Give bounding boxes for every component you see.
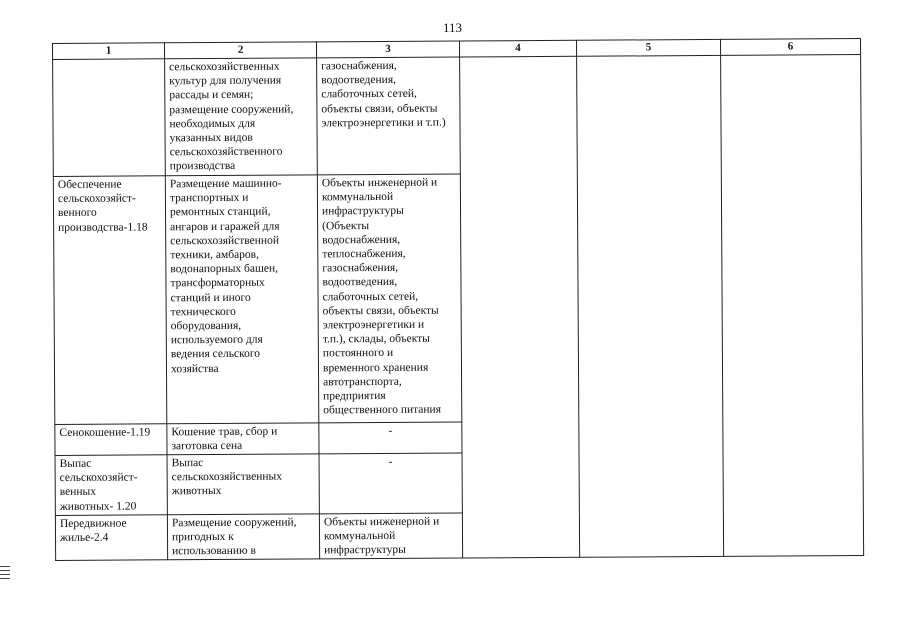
cell-description: Выпас сельскохозяйственных животных	[167, 454, 319, 515]
cell-auxiliary-uses: Объекты инженерной и коммунальной инфраструктуры	[319, 513, 462, 559]
cell-empty-col-4	[460, 56, 580, 558]
margin-binding-mark	[0, 566, 10, 582]
cell-empty-col-6	[721, 55, 864, 557]
land-use-table	[52, 38, 864, 561]
cell-empty-col-5	[577, 55, 724, 557]
cell-description: сельскохозяйственных культур для получения рассады и семян; размещение сооружений, необходимых для указанных видов сельскохозяйственного производства	[165, 58, 318, 176]
page-number: 113	[442, 20, 463, 35]
cell-auxiliary-uses: газоснабжения, водоотведения, слаботочных сетей, объекты связи, объекты электроэнергетики и т.п.)	[317, 57, 461, 175]
header-col-1: 1	[53, 43, 165, 60]
cell-type-name: Передвижное жилье-2.4	[55, 515, 167, 561]
header-col-6: 6	[720, 39, 860, 56]
cell-description: Размещение сооружений, пригодных к использованию в	[167, 514, 319, 560]
header-col-4: 4	[459, 40, 576, 57]
cell-auxiliary-uses: Объекты инженерной и коммунальной инфраструктуры (Объекты водоснабжения, теплоснабжения, газоснабжения, водоотведения, слаботочных сетей, объекты связи, объекты электроэнергетики и т.п.), склады, объекты постоянного и временного хранения автотранспорта, предприятия общественного питания	[317, 174, 462, 423]
cell-type-name: Сенокошение-1.19	[55, 424, 167, 456]
cell-description: Кошение трав, сбор и заготовка сена	[167, 423, 319, 455]
header-col-3: 3	[316, 41, 459, 58]
header-col-2: 2	[165, 42, 317, 59]
cell-type-name: Выпас сельскохозяйст- венных животных- 1.20	[55, 455, 167, 516]
cell-type-name: Обеспечение сельскохозяйст- венного производства-1.18	[53, 176, 167, 425]
cell-type-name	[53, 59, 166, 177]
cell-description: Размещение машинно- транспортных и ремонтных станций, ангаров и гаражей для сельскохозяйственной техники, амбаров, водонапорных башен, трансформаторных станций и иного технического оборудования, используемого для ведения сельского хозяйства	[165, 175, 319, 424]
cell-auxiliary-uses: -	[319, 453, 462, 514]
cell-auxiliary-uses: -	[319, 422, 462, 454]
document-table-container	[52, 38, 863, 575]
table-row	[53, 55, 862, 177]
header-col-5: 5	[576, 39, 720, 56]
